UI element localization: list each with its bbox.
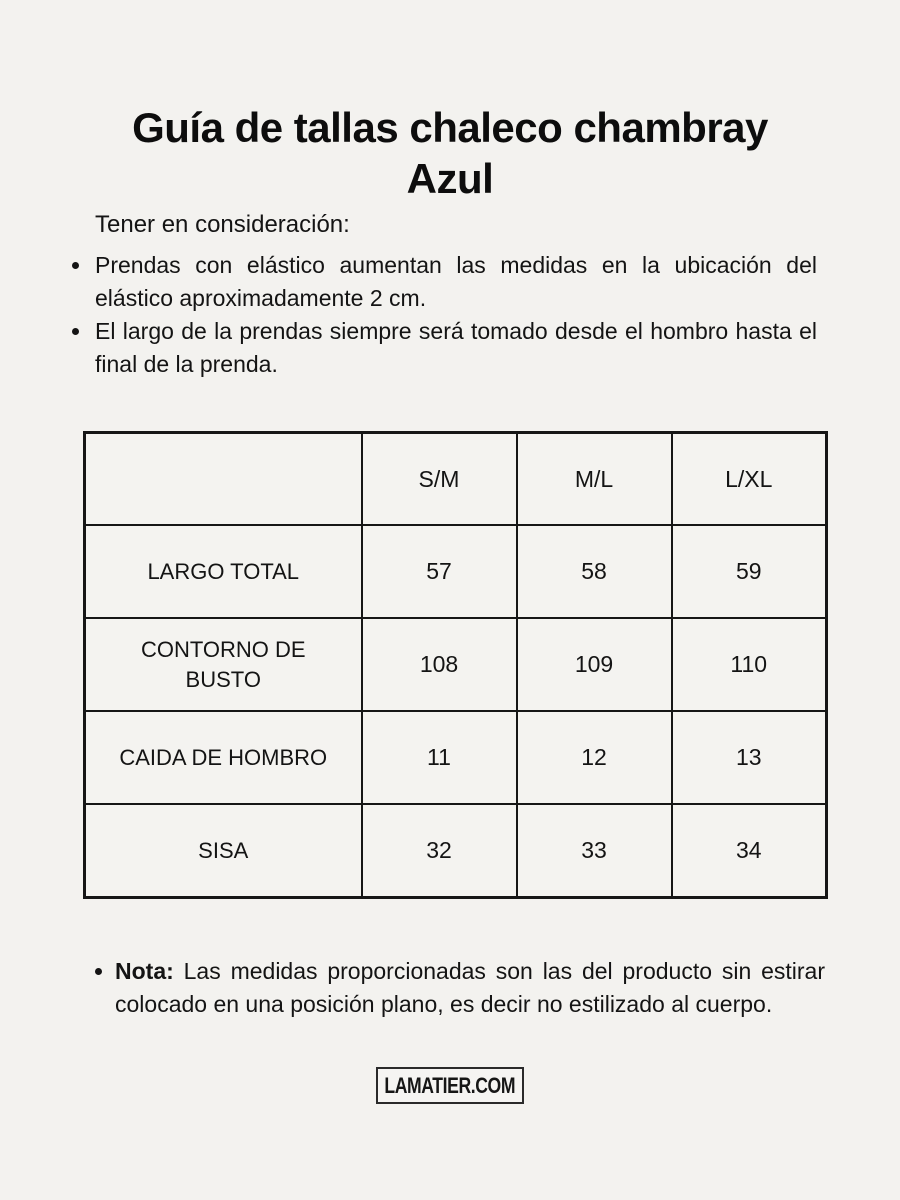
bullet-icon	[72, 328, 79, 335]
measurement-value: 109	[517, 618, 672, 711]
note-label: Nota:	[115, 958, 174, 985]
measurement-value: 108	[362, 618, 517, 711]
table-row-caida-hombro	[85, 711, 827, 804]
note-text: Las medidas proporcionadas son las del producto sin estirar colocado en una posición plano, es decir no estilizado al cuerpo.	[115, 958, 825, 1018]
measurement-value: 33	[517, 804, 672, 898]
bullet-icon	[72, 262, 79, 269]
measurement-value: 32	[362, 804, 517, 898]
size-column-header-empty	[85, 433, 362, 526]
measurement-value: 57	[362, 525, 517, 618]
bullet-icon	[95, 968, 102, 975]
note	[95, 955, 825, 1021]
measurement-value: 59	[672, 525, 827, 618]
consideration-item-2	[72, 315, 817, 381]
page-title	[83, 102, 817, 204]
measurement-value: 13	[672, 711, 827, 804]
consideration-item-1	[72, 249, 817, 315]
consideration-item-2-text: El largo de la prendas siempre será tomado desde el hombro hasta el final de la prenda.	[95, 318, 817, 378]
table-row-sisa	[85, 804, 827, 898]
size-column-header-lxl: L/XL	[672, 433, 827, 526]
measurement-value: 58	[517, 525, 672, 618]
considerations-list	[72, 249, 817, 381]
table-row-contorno-busto	[85, 618, 827, 711]
measurement-value: 34	[672, 804, 827, 898]
measurement-value: 12	[517, 711, 672, 804]
size-table-header-row	[85, 433, 827, 526]
brand-badge	[376, 1067, 524, 1104]
measurement-value: 11	[362, 711, 517, 804]
page-title-line1: Guía de tallas chaleco chambray	[132, 104, 768, 151]
table-row-largo-total	[85, 525, 827, 618]
size-table	[83, 431, 828, 899]
page-title-line2: Azul	[406, 155, 494, 203]
measurement-label: LARGO TOTAL	[85, 525, 362, 618]
brand-name: LAMATIER.COM	[384, 1072, 516, 1098]
size-column-header-sm: S/M	[362, 433, 517, 526]
measurement-label: CAIDA DE HOMBRO	[85, 711, 362, 804]
consideration-item-1-text: Prendas con elástico aumentan las medidas en la ubicación del elástico aproximadamente 2 cm.	[95, 252, 817, 312]
measurement-value: 110	[672, 618, 827, 711]
measurement-label: CONTORNO DE BUSTO	[85, 618, 362, 711]
measurement-label: SISA	[85, 804, 362, 898]
considerations-heading: Tener en consideración:	[95, 211, 350, 239]
size-column-header-ml: M/L	[517, 433, 672, 526]
